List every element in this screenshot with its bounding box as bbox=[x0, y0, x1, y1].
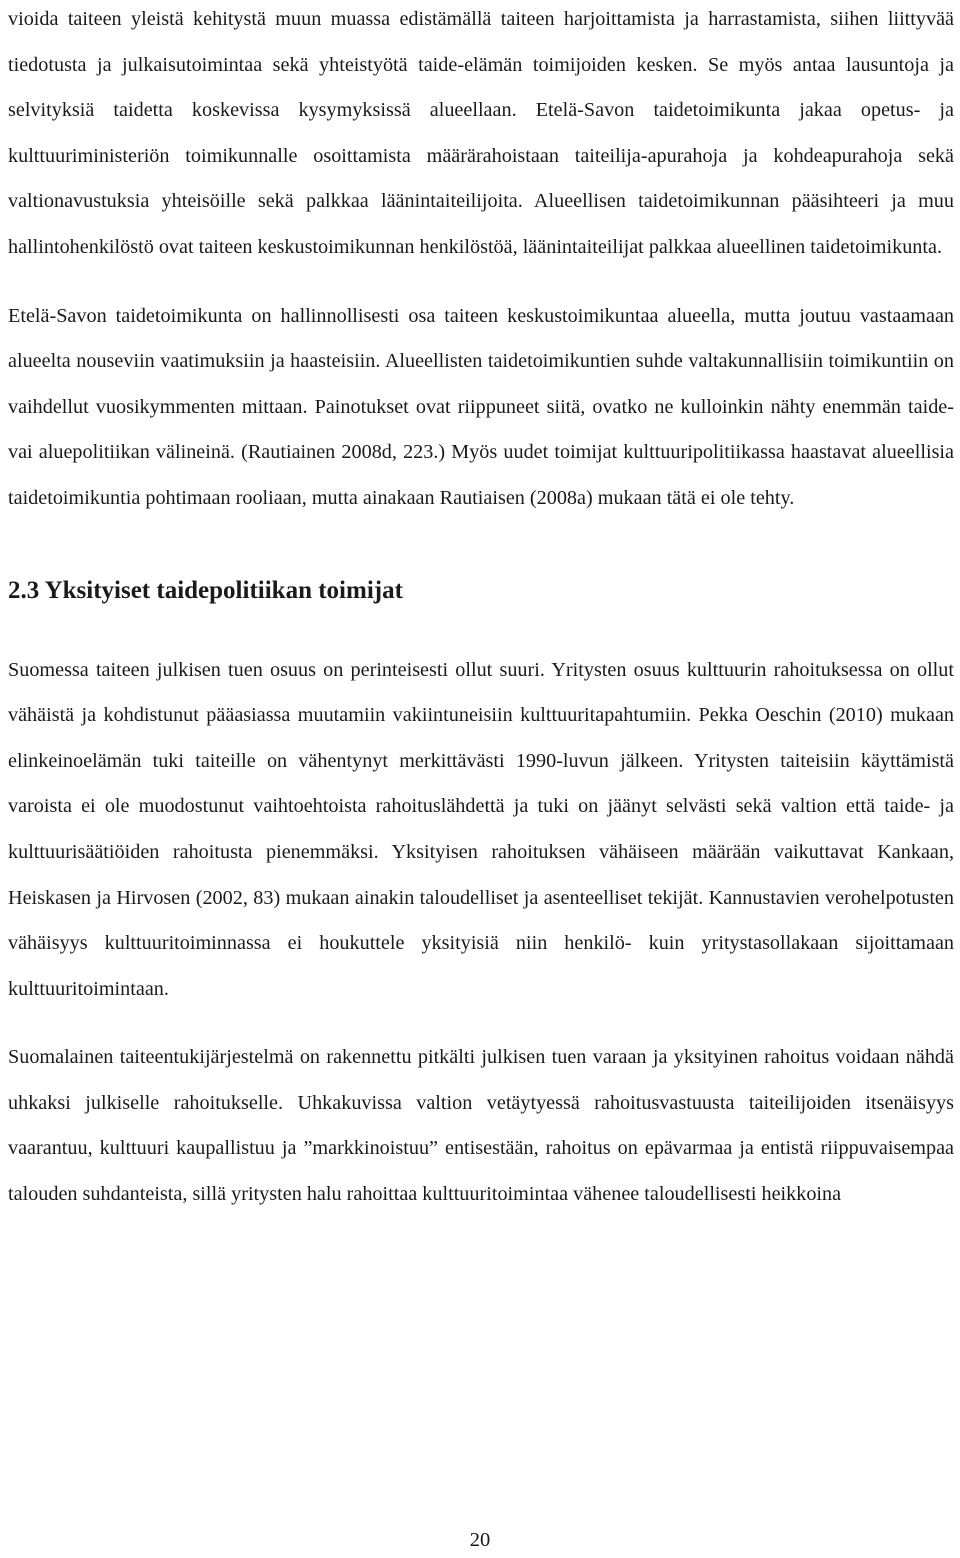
paragraph-private-funding: Suomessa taiteen julkisen tuen osuus on perinteisesti ollut suuri. Yritysten osuus kulttuurin rahoituksessa on ollut vähäistä ja kohdistunut pääasiassa muutamiin vakiintuneisiin kulttuuritapahtumiin. Pekka Oeschin (2010) mukaan elinkeinoelämän tuki taiteille on vähentynyt merkittävästi 1990-luvun jälkeen. Yritysten taiteisiin käyttämistä varoista ei ole muodostunut vaihtoehtoista rahoituslähdettä ja tuki on jäänyt selvästi sekä valtion että taide- ja kulttuurisäätiöiden rahoitusta pienemmäksi. Yksityisen rahoituksen vähäiseen määrään vaikuttavat Kankaan, Heiskasen ja Hirvosen (2002, 83) mukaan ainakin taloudelliset ja asenteelliset tekijät. Kannustavien verohelpotusten vähäisyys kulttuuritoiminnassa ei houkuttele yksityisiä niin henkilö- kuin yritystasollakaan sijoittamaan kulttuuritoimintaan. bbox=[8, 658, 954, 1000]
section-heading: 2.3 Yksityiset taidepolitiikan toimijat bbox=[8, 576, 403, 604]
paragraph-regional-arts-council-tasks: vioida taiteen yleistä kehitystä muun muassa edistämällä taiteen harjoittamista ja harrastamista, siihen liittyvää tiedotusta ja julkaisutoimintaa sekä yhteistyötä taide-elämän toimijoiden kesken. Se myös antaa lausuntoja ja selvityksiä taidetta koskevissa kysymyksissä alueellaan. Etelä-Savon taidetoimikunta jakaa opetus- ja kulttuuriministeriön toimikunnalle osoittamista määrärahoistaan taiteilija-apurahoja ja kohdeapurahoja sekä valtionavustuksia yhteisöille sekä palkkaa läänintaiteilijoita. Alueellisen taidetoimikunnan pääsihteeri ja muu hallintohenkilöstö ovat taiteen keskustoimikunnan henkilöstöä, läänintaiteilijat palkkaa alueellinen taidetoimikunta. bbox=[8, 8, 954, 258]
paragraph-public-support-system: Suomalainen taiteentukijärjestelmä on rakennettu pitkälti julkisen tuen varaan ja yksityinen rahoitus voidaan nähdä uhkaksi julkiselle rahoitukselle. Uhkakuvissa valtion vetäytyessä rahoitusvastuusta taiteilijoiden itsenäisyys vaarantuu, kulttuuri kaupallistuu ja ”markkinoistuu” entisestään, rahoitus on epävarmaa ja entistä riippuvaisempaa talouden suhdanteista, sillä yritysten halu rahoittaa kulttuuritoimintaa vähenee taloudellisesti heikkoina bbox=[8, 1046, 954, 1206]
paragraph-etela-savon-administration: Etelä-Savon taidetoimikunta on hallinnollisesti osa taiteen keskustoimikuntaa alueella, mutta joutuu vastaamaan alueelta nouseviin vaatimuksiin ja haasteisiin. Alueellisten taidetoimikuntien suhde valtakunnallisiin toimikuntiin on vaihdellut vuosikymmenten mittaan. Painotukset ovat riippuneet siitä, ovatko ne kulloinkin nähty enemmän taide- vai aluepolitiikan välineinä. (Rautiainen 2008d, 223.) Myös uudet toimijat kulttuuripolitiikassa haastavat alueellisia taidetoimikuntia pohtimaan rooliaan, mutta ainakaan Rautiaisen (2008a) mukaan tätä ei ole tehty. bbox=[8, 304, 954, 509]
page-number: 20 bbox=[469, 1529, 491, 1551]
document-page bbox=[8, 0, 954, 1218]
